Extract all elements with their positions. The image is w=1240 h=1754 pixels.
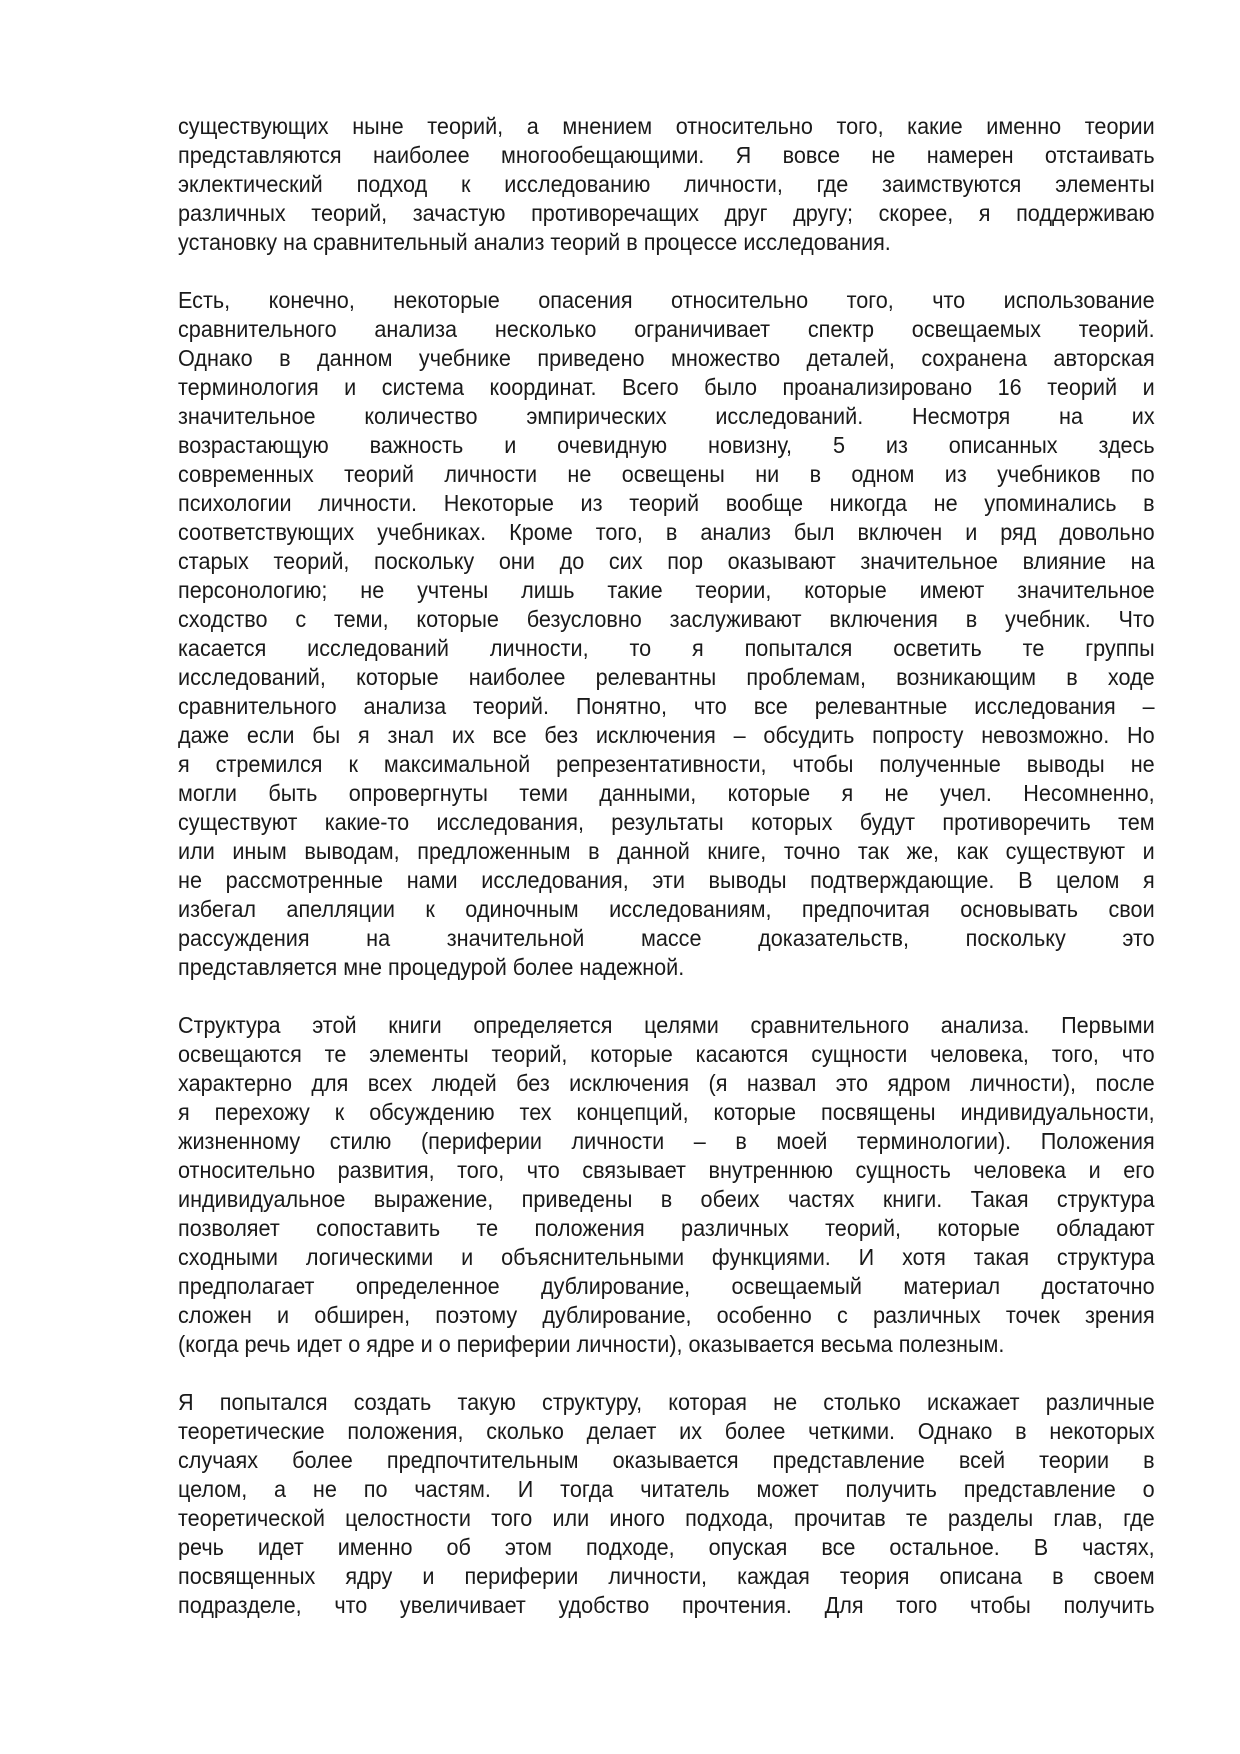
text-line: предполагает определенное дублирование, освещаемый материал достаточно bbox=[178, 1273, 1155, 1299]
text-line: старых теорий, поскольку они до сих пор оказывают значительное влияние на bbox=[178, 548, 1155, 574]
text-line: освещаются те элементы теорий, которые касаются сущности человека, того, что bbox=[178, 1041, 1155, 1067]
text-line: психологии личности. Некоторые из теорий вообще никогда не упоминались в bbox=[178, 490, 1155, 516]
text-line: существуют какие-то исследования, результаты которых будут противоречить тем bbox=[178, 809, 1155, 835]
text-line: Есть, конечно, некоторые опасения относительно того, что использование bbox=[178, 287, 1155, 313]
text-line: различных теорий, зачастую противоречащих друг другу; скорее, я поддерживаю bbox=[178, 200, 1155, 226]
text-line: посвященных ядру и периферии личности, каждая теория описана в своем bbox=[178, 1563, 1155, 1589]
text-line: речь идет именно об этом подходе, опуская все остальное. В частях, bbox=[178, 1534, 1155, 1560]
text-line: современных теорий личности не освещены ни в одном из учебников по bbox=[178, 461, 1155, 487]
text-line: сравнительного анализа теорий. Понятно, что все релевантные исследования – bbox=[178, 693, 1155, 719]
text-line: (когда речь идет о ядре и о периферии личности), оказывается весьма полезным. bbox=[178, 1331, 1005, 1357]
text-line: целом, а не по частям. И тогда читатель может получить представление о bbox=[178, 1476, 1155, 1502]
text-line: жизненному стилю (периферии личности – в моей терминологии). Положения bbox=[178, 1128, 1155, 1154]
text-line: исследований, которые наиболее релевантны проблемам, возникающим в ходе bbox=[178, 664, 1155, 690]
text-line: теоретические положения, сколько делает их более четкими. Однако в некоторых bbox=[178, 1418, 1155, 1444]
document-body bbox=[178, 112, 1155, 1649]
text-line: я стремился к максимальной репрезентативности, чтобы полученные выводы не bbox=[178, 751, 1155, 777]
text-line: случаях более предпочтительным оказывается представление всей теории в bbox=[178, 1447, 1155, 1473]
text-line: существующих ныне теорий, а мнением относительно того, какие именно теории bbox=[178, 113, 1155, 139]
text-line: значительное количество эмпирических исследований. Несмотря на их bbox=[178, 403, 1155, 429]
text-line: персонологию; не учтены лишь такие теории, которые имеют значительное bbox=[178, 577, 1155, 603]
text-line: индивидуальное выражение, приведены в обеих частях книги. Такая структура bbox=[178, 1186, 1155, 1212]
text-line: Я попытался создать такую структуру, которая не столько искажает различные bbox=[178, 1389, 1155, 1415]
text-line: или иным выводам, предложенным в данной книге, точно так же, как существуют и bbox=[178, 838, 1155, 864]
text-line: возрастающую важность и очевидную новизну, 5 из описанных здесь bbox=[178, 432, 1155, 458]
text-line: я перехожу к обсуждению тех концепций, которые посвящены индивидуальности, bbox=[178, 1099, 1155, 1125]
paragraph bbox=[178, 286, 1155, 982]
text-line: характерно для всех людей без исключения (я назвал это ядром личности), после bbox=[178, 1070, 1155, 1096]
text-line: не рассмотренные нами исследования, эти выводы подтверждающие. В целом я bbox=[178, 867, 1155, 893]
text-line: сходными логическими и объяснительными функциями. И хотя такая структура bbox=[178, 1244, 1155, 1270]
text-line: рассуждения на значительной массе доказательств, поскольку это bbox=[178, 925, 1155, 951]
paragraph bbox=[178, 1011, 1155, 1359]
text-line: представляется мне процедурой более надежной. bbox=[178, 954, 685, 980]
text-line: установку на сравнительный анализ теорий в процессе исследования. bbox=[178, 229, 891, 255]
text-line: сравнительного анализа несколько ограничивает спектр освещаемых теорий. bbox=[178, 316, 1155, 342]
text-line: теоретической целостности того или иного подхода, прочитав те разделы глав, где bbox=[178, 1505, 1155, 1531]
text-line: сложен и обширен, поэтому дублирование, особенно с различных точек зрения bbox=[178, 1302, 1155, 1328]
text-line: соответствующих учебниках. Кроме того, в анализ был включен и ряд довольно bbox=[178, 519, 1155, 545]
text-line: подразделе, что увеличивает удобство прочтения. Для того чтобы получить bbox=[178, 1592, 1155, 1618]
text-line: Структура этой книги определяется целями сравнительного анализа. Первыми bbox=[178, 1012, 1155, 1038]
text-line: могли быть опровергнуты теми данными, которые я не учел. Несомненно, bbox=[178, 780, 1155, 806]
paragraph bbox=[178, 1388, 1155, 1620]
text-line: сходство с теми, которые безусловно заслуживают включения в учебник. Что bbox=[178, 606, 1155, 632]
text-line: касается исследований личности, то я попытался осветить те группы bbox=[178, 635, 1155, 661]
text-line: даже если бы я знал их все без исключения – обсудить попросту невозможно. Но bbox=[178, 722, 1155, 748]
text-line: представляются наиболее многообещающими. Я вовсе не намерен отстаивать bbox=[178, 142, 1155, 168]
text-line: позволяет сопоставить те положения различных теорий, которые обладают bbox=[178, 1215, 1155, 1241]
text-line: относительно развития, того, что связывает внутреннюю сущность человека и его bbox=[178, 1157, 1155, 1183]
text-line: Однако в данном учебнике приведено множество деталей, сохранена авторская bbox=[178, 345, 1155, 371]
paragraph bbox=[178, 112, 1155, 257]
text-line: эклектический подход к исследованию личности, где заимствуются элементы bbox=[178, 171, 1155, 197]
text-line: избегал апелляции к одиночным исследованиям, предпочитая основывать свои bbox=[178, 896, 1155, 922]
text-line: терминология и система координат. Всего было проанализировано 16 теорий и bbox=[178, 374, 1155, 400]
